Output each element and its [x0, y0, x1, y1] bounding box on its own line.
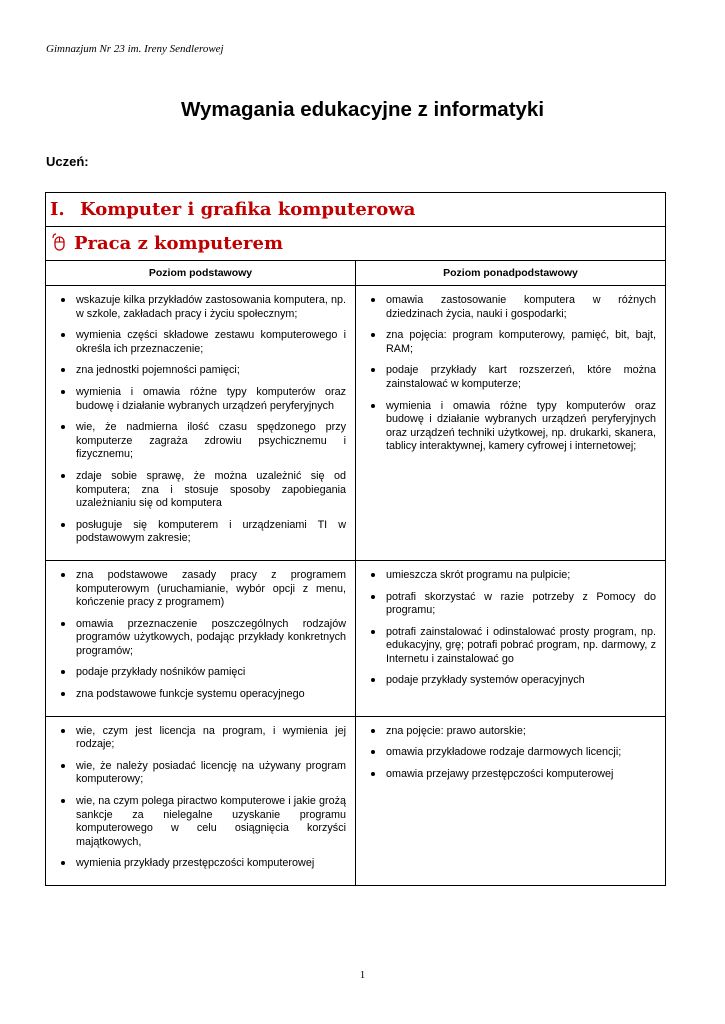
list-item: omawia przejawy przestępczości komputerowej	[386, 768, 656, 782]
advanced-requirements-list	[356, 286, 665, 468]
advanced-requirements-cell	[356, 560, 666, 716]
requirements-row	[46, 716, 666, 885]
basic-requirements-list	[46, 717, 355, 885]
list-item: wie, że nadmierna ilość czasu spędzonego przy komputerze zagraża zdrowiu psychicznemu i fizycznemu;	[76, 421, 346, 461]
list-item: wymienia części składowe zestawu komputerowego i określa ich przeznaczenie;	[76, 329, 346, 355]
list-item: umieszcza skrót programu na pulpicie;	[386, 569, 656, 583]
list-item: posługuje się komputerem i urządzeniami TI w podstawowym zakresie;	[76, 518, 346, 545]
list-item: podaje przykłady nośników pamięci	[76, 666, 346, 680]
list-item: zna pojęcie: prawo autorskie;	[386, 725, 656, 739]
section-number: I.	[50, 199, 65, 220]
list-item: omawia przeznaczenie poszczególnych rodzajów programów użytkowych, podając przykłady konkretnych programów;	[76, 617, 346, 657]
requirements-row	[46, 560, 666, 716]
advanced-requirements-cell	[356, 286, 666, 561]
basic-requirements-list	[46, 561, 355, 716]
list-item: wie, że należy posiadać licencję na używany program komputerowy;	[76, 759, 346, 786]
school-name-header: Gimnazjum Nr 23 im. Ireny Sendlerowej	[46, 43, 224, 55]
page-number: 1	[359, 969, 366, 981]
list-item: zna jednostki pojemności pamięci;	[76, 364, 346, 378]
list-item: wymienia i omawia różne typy komputerów oraz budowę i działanie wybranych urządzeń peryferyjnych oraz urządzeń techniki użytkowej, np. drukarki, skanera, tablicy interaktywnej, kamery cyfrowej i internetowej;	[386, 399, 656, 453]
list-item: wymienia i omawia różne typy komputerów oraz budowę i działanie wybranych urządzeń peryferyjnych	[76, 385, 346, 412]
requirements-row	[46, 286, 666, 561]
section-row	[46, 193, 666, 227]
basic-requirements-cell	[46, 286, 356, 561]
list-item: wskazuje kilka przykładów zastosowania komputera, np. w szkole, zakładach pracy i życiu społecznym;	[76, 294, 346, 320]
list-item: wymienia przykłady przestępczości komputerowej	[76, 857, 346, 871]
list-item: omawia przykładowe rodzaje darmowych licencji;	[386, 746, 656, 760]
list-item: zna pojęcia: program komputerowy, pamięć, bit, bajt, RAM;	[386, 329, 656, 355]
basic-requirements-cell	[46, 560, 356, 716]
list-item: omawia zastosowanie komputera w różnych dziedzinach życia, nauki i gospodarki;	[386, 294, 656, 320]
mouse-icon	[50, 233, 74, 254]
column-header-basic: Poziom podstawowy	[46, 261, 356, 286]
document-title: Wymagania edukacyjne z informatyki	[180, 98, 545, 121]
advanced-requirements-cell	[356, 716, 666, 885]
basic-requirements-cell	[46, 716, 356, 885]
list-item: zna podstawowe zasady pracy z programem komputerowym (uruchamianie, wybór opcji z menu, kończenie pracy z programem)	[76, 568, 346, 609]
requirements-table	[45, 192, 666, 886]
list-item: zdaje sobie sprawę, że można uzależnić się od komputera; zna i stosuje sposoby zapobiegania uzależnianiu się od komputera	[76, 469, 346, 510]
subsection-title: Praca z komputerem	[74, 233, 284, 254]
advanced-requirements-list	[356, 561, 665, 702]
student-label: Uczeń:	[46, 154, 89, 169]
subsection-row	[46, 227, 666, 261]
list-item: podaje przykłady systemów operacyjnych	[386, 674, 656, 688]
advanced-requirements-list	[356, 717, 665, 796]
list-item: podaje przykłady kart rozszerzeń, które można zainstalować w komputerze;	[386, 364, 656, 390]
column-header-row	[46, 261, 666, 286]
list-item: potrafi zainstalować i odinstalować prosty program, np. edukacyjny, grę; potrafi pobrać program, np. darmowy, z Internetu i zainstalować go	[386, 625, 656, 665]
section-title: Komputer i grafika komputerowa	[80, 199, 416, 220]
list-item: wie, na czym polega piractwo komputerowe i jakie grożą sankcje za nielegalne uzyskanie programu komputerowego w celu osiągnięcia korzyści majątkowych,	[76, 795, 346, 848]
list-item: zna podstawowe funkcje systemu operacyjnego	[76, 688, 346, 702]
list-item: wie, czym jest licencja na program, i wymienia jej rodzaje;	[76, 724, 346, 751]
list-item: potrafi skorzystać w razie potrzeby z Pomocy do programu;	[386, 590, 656, 617]
basic-requirements-list	[46, 286, 355, 560]
column-header-advanced: Poziom ponadpodstawowy	[356, 261, 666, 286]
